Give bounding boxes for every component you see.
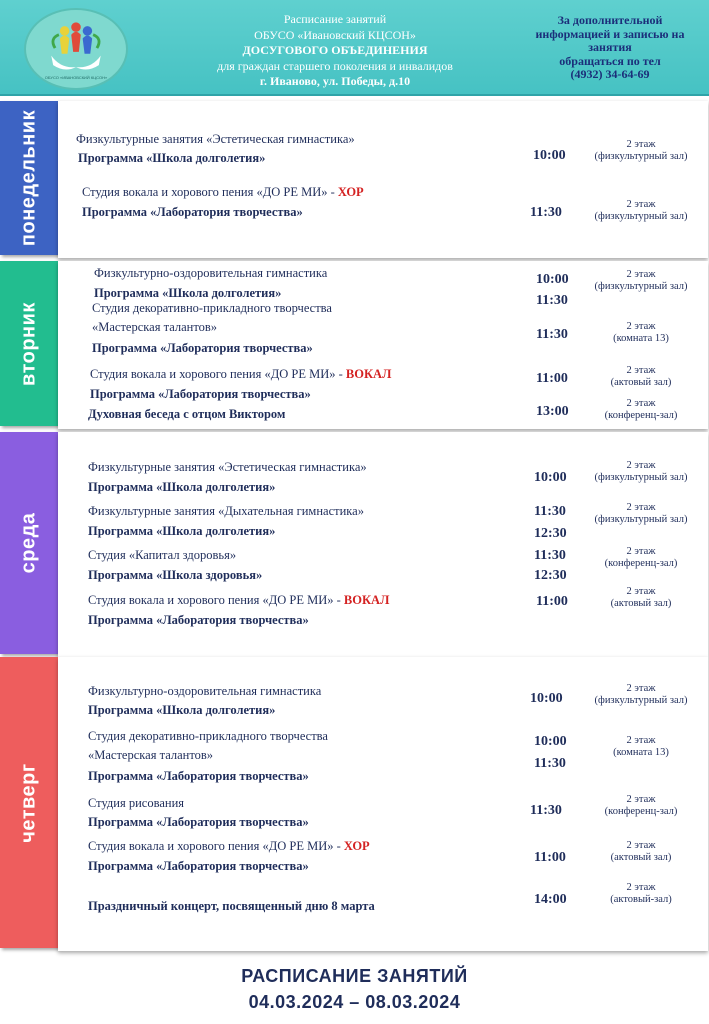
class-time: 11:30 [534, 548, 566, 563]
footer-dates: 04.03.2024 – 08.03.2024 [248, 992, 461, 1012]
room-info [576, 840, 706, 864]
room-info [576, 321, 706, 345]
room-name: (физкультурный зал) [594, 695, 688, 706]
class-title-text: Студия вокала и хорового пения «ДО РЕ МИ» - [90, 367, 346, 381]
contact-phone: (4932) 34-64-69 [570, 67, 650, 81]
header-line-4: для граждан старшего поколения и инвалидов [217, 58, 453, 73]
room-floor: 2 этаж [626, 882, 656, 893]
class-time: 11:30 [534, 504, 566, 519]
day-tab-wednesday [0, 432, 58, 654]
room-floor: 2 этаж [626, 840, 656, 851]
room-floor: 2 этаж [626, 794, 656, 805]
day-block-wednesday [58, 432, 708, 657]
event-title: Праздничный концерт, посвященный дню 8 марта [88, 899, 375, 913]
room-info [576, 683, 706, 707]
header-line-2: ОБУСО «Ивановский КЦСОН» [254, 27, 416, 42]
footer-title: РАСПИСАНИЕ ЗАНЯТИЙ [241, 966, 468, 986]
room-info [576, 546, 706, 570]
room-floor: 2 этаж [626, 269, 656, 280]
room-info [576, 586, 706, 610]
program-name: Программа «Лаборатория творчества» [88, 859, 309, 873]
contact-info [512, 14, 708, 82]
room-info [576, 460, 706, 484]
program-name: Программа «Лаборатория творчества» [90, 387, 311, 401]
header-title-block [180, 12, 490, 90]
organization-logo [24, 8, 128, 90]
room-name: (конференц-зал) [604, 558, 678, 569]
class-subtitle: «Мастерская талантов» [88, 748, 214, 762]
class-time: 12:30 [534, 568, 567, 583]
class-time: 11:00 [536, 594, 568, 609]
room-info [576, 365, 706, 389]
day-label-tuesday: вторник [17, 301, 40, 386]
class-title: Студия рисования [88, 796, 185, 810]
class-title: Студия «Капитал здоровья» [88, 548, 237, 562]
class-time: 10:00 [534, 470, 567, 485]
class-time: 11:00 [534, 850, 566, 865]
room-name: (физкультурный зал) [594, 211, 688, 222]
class-title [82, 185, 364, 200]
room-floor: 2 этаж [626, 398, 656, 409]
room-name: (физкультурный зал) [594, 151, 688, 162]
class-title: Физкультурно-оздоровительная гимнастика [94, 266, 328, 280]
class-time: 12:30 [534, 526, 567, 541]
day-label-wednesday: среда [17, 512, 40, 574]
room-name: (комната 13) [613, 333, 669, 344]
day-block-monday [58, 101, 708, 258]
class-tag: ВОКАЛ [345, 367, 392, 381]
room-name: (физкультурный зал) [594, 514, 688, 525]
header-line-1: Расписание занятий [283, 12, 387, 26]
class-time: 14:00 [534, 892, 567, 907]
room-info [576, 794, 706, 818]
room-floor: 2 этаж [626, 199, 656, 210]
class-time: 11:30 [530, 205, 562, 220]
class-time: 10:00 [536, 272, 569, 287]
room-floor: 2 этаж [626, 321, 656, 332]
contact-line-1: За дополнительной [557, 13, 663, 27]
class-time: 11:30 [536, 293, 568, 308]
room-name: (актовый зал) [610, 852, 672, 863]
room-name: (актовый-зал) [610, 894, 672, 905]
room-name: (физкультурный зал) [594, 472, 688, 483]
class-tag: ВОКАЛ [343, 593, 390, 607]
room-name: (актовый зал) [610, 598, 672, 609]
room-floor: 2 этаж [626, 460, 656, 471]
class-title-text: Студия вокала и хорового пения «ДО РЕ МИ» - [88, 839, 344, 853]
day-tab-monday [0, 101, 58, 255]
class-title: Студия декоративно-прикладного творчества [88, 729, 328, 743]
day-block-tuesday [58, 261, 708, 429]
room-floor: 2 этаж [626, 502, 656, 513]
room-info [576, 199, 706, 223]
header-line-3: ДОСУГОВОГО ОБЪЕДИНЕНИЯ [242, 43, 428, 57]
room-info [576, 735, 706, 759]
contact-line-4: обращаться по тел [559, 53, 661, 68]
class-title [88, 839, 370, 854]
program-name: Программа «Школа долголетия» [78, 151, 266, 165]
program-name: Программа «Лаборатория творчества» [88, 613, 309, 627]
contact-line-3: занятия [588, 40, 632, 54]
program-name: Программа «Школа долголетия» [94, 286, 282, 300]
class-title: Физкультурно-оздоровительная гимнастика [88, 684, 322, 698]
program-name: Программа «Школа долголетия» [88, 703, 276, 717]
program-name: Программа «Школа долголетия» [88, 524, 276, 538]
class-subtitle: «Мастерская талантов» [92, 320, 218, 334]
program-name: Программа «Лаборатория творчества» [88, 815, 309, 829]
room-name: (комната 13) [613, 747, 669, 758]
class-time: 11:30 [536, 327, 568, 342]
room-info [576, 398, 706, 422]
room-info [576, 882, 706, 906]
room-floor: 2 этаж [626, 365, 656, 376]
contact-line-2: информацией и записью на [535, 26, 685, 41]
class-title: Физкультурные занятия «Дыхательная гимнастика» [88, 504, 364, 518]
day-block-thursday [58, 657, 708, 951]
class-title: Физкультурные занятия «Эстетическая гимнастика» [88, 460, 367, 474]
program-name: Программа «Школа долголетия» [88, 480, 276, 494]
day-label-thursday: четверг [17, 762, 40, 843]
room-name: (физкультурный зал) [594, 281, 688, 292]
room-floor: 2 этаж [626, 683, 656, 694]
class-time: 10:00 [534, 734, 567, 749]
header-banner [0, 0, 709, 96]
class-time: 11:00 [536, 371, 568, 386]
program-name: Программа «Лаборатория творчества» [92, 341, 313, 355]
class-title [90, 367, 391, 382]
class-time: 11:30 [530, 803, 562, 818]
class-time: 10:00 [530, 691, 563, 706]
class-time: 10:00 [533, 148, 566, 163]
program-name: Программа «Лаборатория творчества» [88, 769, 309, 783]
class-time: 13:00 [536, 404, 569, 419]
room-name: (конференц-зал) [604, 410, 678, 421]
logo-caption: ОБУСО «ИВАНОВСКИЙ КЦСОН» [44, 75, 108, 80]
class-title: Физкультурные занятия «Эстетическая гимнастика» [76, 132, 355, 146]
day-tab-tuesday [0, 261, 58, 426]
class-time: 11:30 [534, 756, 566, 771]
header-line-5: г. Иваново, ул. Победы, д.10 [259, 74, 411, 88]
program-name: Программа «Лаборатория творчества» [82, 205, 303, 219]
day-tab-thursday [0, 657, 58, 948]
class-title-text: Студия вокала и хорового пения «ДО РЕ МИ» - [88, 593, 344, 607]
event-title: Духовная беседа с отцом Виктором [88, 407, 286, 421]
class-title [88, 593, 389, 608]
room-floor: 2 этаж [626, 546, 656, 557]
day-label-monday: понедельник [17, 109, 40, 247]
program-name: Программа «Школа здоровья» [88, 568, 263, 582]
class-title-text: Студия вокала и хорового пения «ДО РЕ МИ» - [82, 185, 338, 199]
room-floor: 2 этаж [626, 586, 656, 597]
room-name: (актовый зал) [610, 377, 672, 388]
room-floor: 2 этаж [626, 735, 656, 746]
room-floor: 2 этаж [626, 139, 656, 150]
class-tag: ХОР [337, 185, 364, 199]
room-info [576, 139, 706, 163]
room-info [576, 269, 706, 293]
room-info [576, 502, 706, 526]
class-title: Студия декоративно-прикладного творчества [92, 301, 332, 315]
room-name: (конференц-зал) [604, 806, 678, 817]
class-tag: ХОР [343, 839, 370, 853]
